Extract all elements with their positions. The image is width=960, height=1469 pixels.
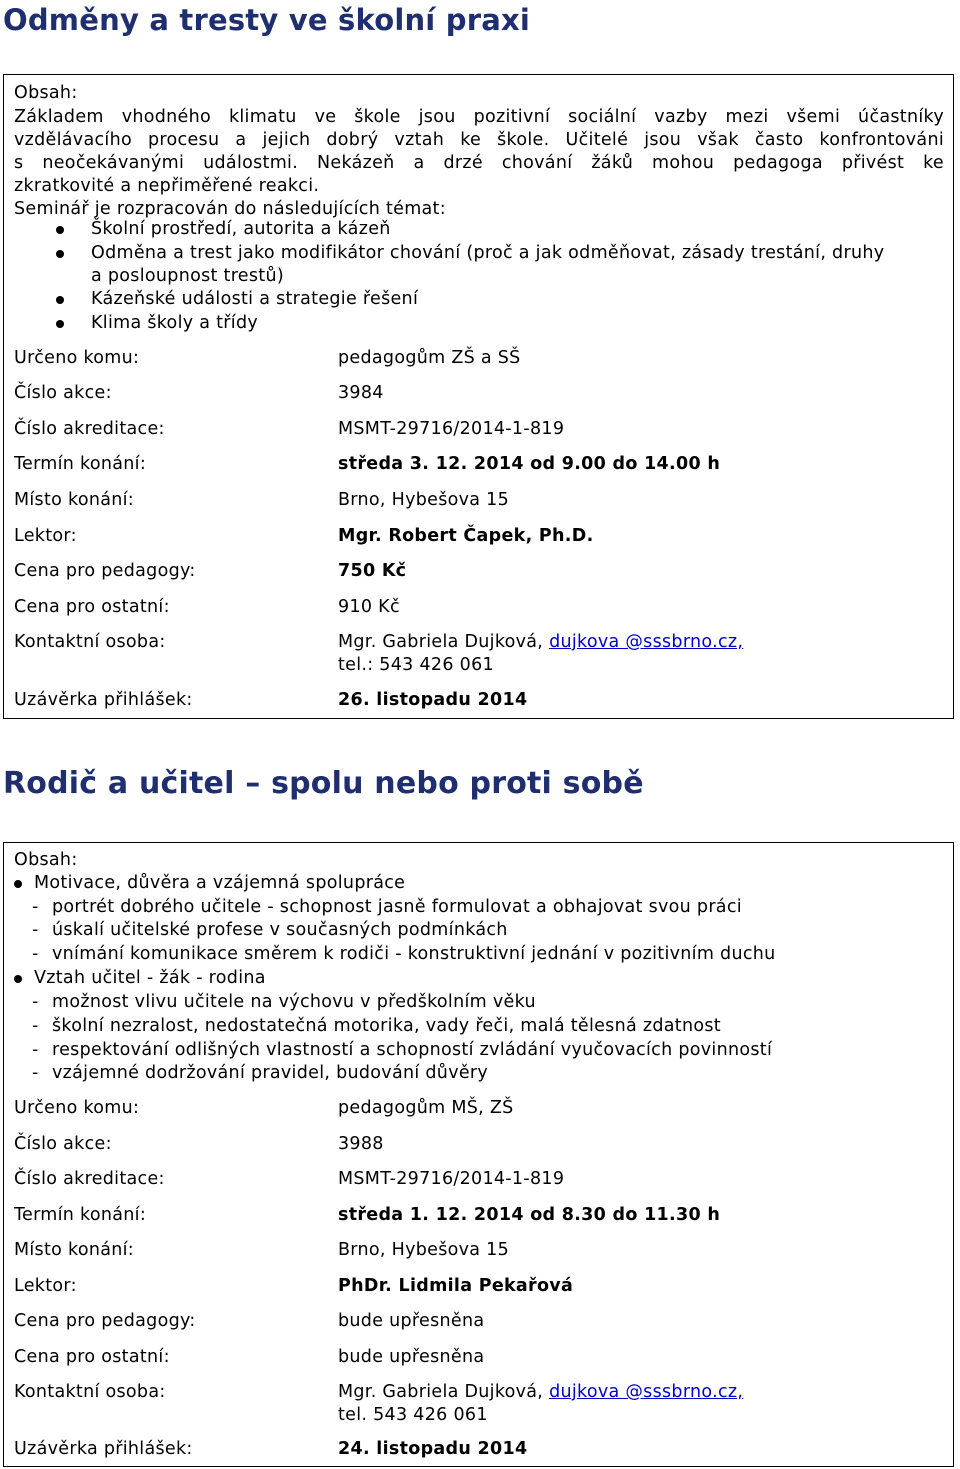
label-lecturer: Lektor: — [14, 526, 77, 546]
course2-subitem: vzájemné dodržování pravidel, budování důvěry — [52, 1063, 489, 1083]
course1-title: Odměny a tresty ve školní praxi — [3, 3, 531, 37]
course2-subitem: úskalí učitelské profese v současných podmínkách — [52, 920, 508, 940]
course2-subitem: vnímání komunikace směrem k rodiči - konstruktivní jednání v pozitivním duchu — [52, 944, 776, 964]
course2-bullet: Vztah učitel - žák - rodina — [34, 968, 266, 988]
course1-topic: Školní prostředí, autorita a kázeň — [91, 219, 391, 239]
label-number: Číslo akce: — [14, 1134, 112, 1154]
value-lecturer: PhDr. Lidmila Pekařová — [338, 1276, 574, 1296]
value-place: Brno, Hybešova 15 — [338, 490, 510, 510]
label-date: Termín konání: — [14, 454, 147, 474]
value-for: pedagogům MŠ, ZŠ — [338, 1098, 514, 1118]
dash-marker: - — [32, 1016, 39, 1036]
bullet-icon — [56, 226, 64, 234]
label-accreditation: Číslo akreditace: — [14, 419, 165, 439]
label-price-others: Cena pro ostatní: — [14, 1347, 170, 1367]
value-contact-phone: tel. 543 426 061 — [338, 1405, 488, 1425]
label-contact: Kontaktní osoba: — [14, 632, 166, 652]
label-for: Určeno komu: — [14, 348, 140, 368]
label-price-others: Cena pro ostatní: — [14, 597, 170, 617]
value-number: 3984 — [338, 383, 384, 403]
label-place: Místo konání: — [14, 490, 134, 510]
bullet-icon — [14, 880, 22, 888]
course1-intro-line: Základem vhodného klimatu ve škole jsou pozitivní sociální vazby mezi všemi účastníky — [14, 107, 944, 127]
course1-topic: Odměna a trest jako modifikátor chování (proč a jak odměňovat, zásady trestání, druhy — [91, 243, 885, 263]
dash-marker: - — [32, 897, 39, 917]
dash-marker: - — [32, 944, 39, 964]
dash-marker: - — [32, 1040, 39, 1060]
course2-bullet: Motivace, důvěra a vzájemná spolupráce — [34, 873, 406, 893]
value-accreditation: MSMT-29716/2014-1-819 — [338, 1169, 565, 1189]
course1-content-label: Obsah: — [14, 83, 78, 103]
course1-intro-line: vzdělávacího procesu a jejich dobrý vztah ke škole. Učitelé jsou však často konfrontováni — [14, 130, 944, 150]
bullet-icon — [14, 975, 22, 983]
label-price-teachers: Cena pro pedagogy: — [14, 1311, 196, 1331]
value-date: středa 3. 12. 2014 od 9.00 do 14.00 h — [338, 454, 721, 474]
course1-topic: Kázeňské události a strategie řešení — [91, 289, 419, 309]
value-price-teachers: bude upřesněna — [338, 1311, 485, 1331]
course2-subitem: portrét dobrého učitele - schopnost jasně formulovat a obhajovat svou práci — [52, 897, 742, 917]
value-accreditation: MSMT-29716/2014-1-819 — [338, 419, 565, 439]
label-place: Místo konání: — [14, 1240, 134, 1260]
value-contact — [338, 631, 743, 655]
course2-subitem: respektování odlišných vlastností a schopností zvládání vyučovacích povinností — [52, 1040, 773, 1060]
label-accreditation: Číslo akreditace: — [14, 1169, 165, 1189]
value-date: středa 1. 12. 2014 od 8.30 do 11.30 h — [338, 1205, 721, 1225]
contact-name: Mgr. Gabriela Dujková, — [338, 1382, 544, 1402]
dash-marker: - — [32, 992, 39, 1012]
course1-topics-intro: Seminář je rozpracován do následujících témat: — [14, 199, 446, 219]
course2-subitem: školní nezralost, nedostatečná motorika, vady řeči, malá tělesná zdatnost — [52, 1016, 721, 1036]
value-contact-phone: tel.: 543 426 061 — [338, 655, 494, 675]
course1-intro-line: zkratkovité a nepřiměřené reakci. — [14, 176, 320, 196]
value-deadline: 24. listopadu 2014 — [338, 1439, 528, 1459]
value-for: pedagogům ZŠ a SŠ — [338, 348, 521, 368]
course2-content-label: Obsah: — [14, 850, 78, 870]
value-lecturer: Mgr. Robert Čapek, Ph.D. — [338, 526, 594, 546]
bullet-icon — [56, 320, 64, 328]
label-price-teachers: Cena pro pedagogy: — [14, 561, 196, 581]
contact-email-link[interactable]: dujkova @sssbrno.cz, — [549, 632, 744, 652]
label-for: Určeno komu: — [14, 1098, 140, 1118]
bullet-icon — [56, 250, 64, 258]
label-deadline: Uzávěrka přihlášek: — [14, 690, 193, 710]
course2-title: Rodič a učitel – spolu nebo proti sobě — [3, 766, 644, 801]
contact-email-link[interactable]: dujkova @sssbrno.cz, — [549, 1382, 744, 1402]
label-contact: Kontaktní osoba: — [14, 1382, 166, 1402]
bullet-icon — [56, 296, 64, 304]
value-price-teachers: 750 Kč — [338, 561, 407, 581]
value-place: Brno, Hybešova 15 — [338, 1240, 510, 1260]
value-deadline: 26. listopadu 2014 — [338, 690, 528, 710]
value-contact — [338, 1381, 743, 1405]
course1-topic-continuation: a posloupnost trestů) — [91, 266, 284, 286]
value-number: 3988 — [338, 1134, 384, 1154]
course1-intro-line: s neočekávanými událostmi. Nekázeň a drzé chování žáků mohou pedagoga přivést ke — [14, 153, 944, 173]
dash-marker: - — [32, 920, 39, 940]
label-date: Termín konání: — [14, 1205, 147, 1225]
label-deadline: Uzávěrka přihlášek: — [14, 1439, 193, 1459]
label-lecturer: Lektor: — [14, 1276, 77, 1296]
value-price-others: bude upřesněna — [338, 1347, 485, 1367]
dash-marker: - — [32, 1063, 39, 1083]
value-price-others: 910 Kč — [338, 597, 400, 617]
course1-topic: Klima školy a třídy — [91, 313, 259, 333]
contact-name: Mgr. Gabriela Dujková, — [338, 632, 544, 652]
course2-subitem: možnost vlivu učitele na výchovu v předškolním věku — [52, 992, 536, 1012]
label-number: Číslo akce: — [14, 383, 112, 403]
